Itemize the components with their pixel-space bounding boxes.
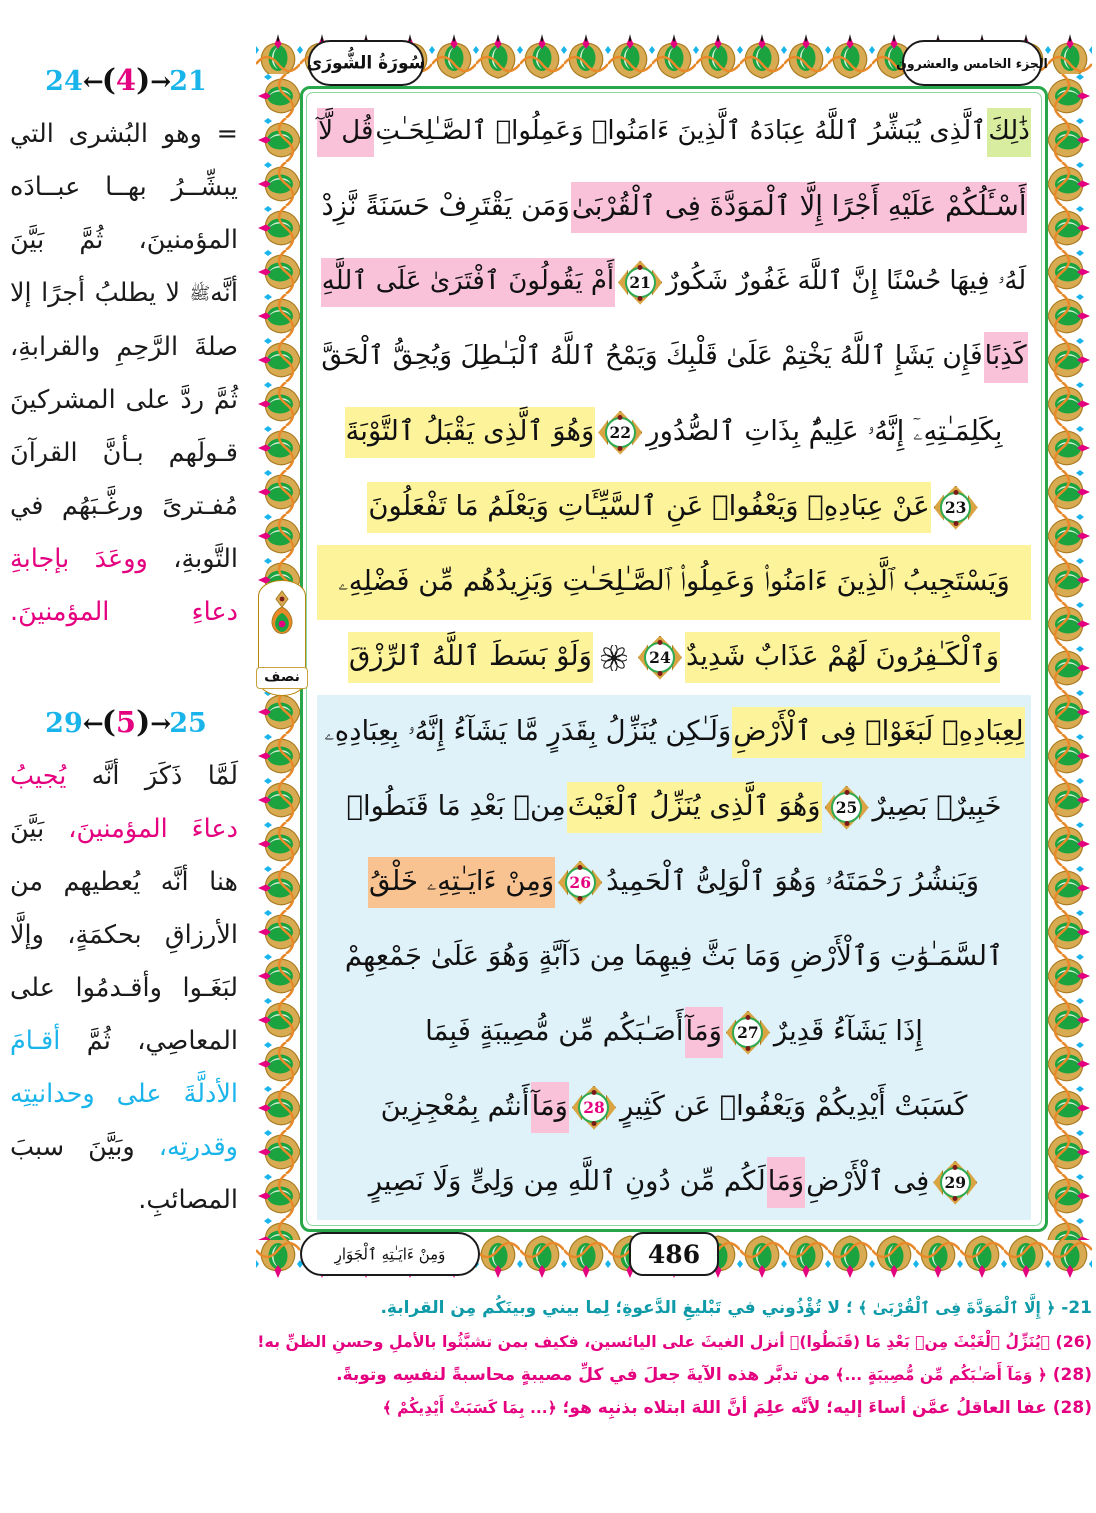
tafsir-paragraph-1 [0, 108, 252, 639]
ayah-text-segment: خَبِيرٌۢ بَصِيرٌ [872, 789, 1002, 822]
quran-text-area [300, 86, 1048, 1232]
ayah-text-segment: أَنتُم بِمُعْجِزِينَ [380, 1089, 530, 1122]
ayah-text-segment: مِنۢ بَعْدِ مَا قَنَطُوا۟ [346, 789, 566, 822]
marker-dot-bottom [844, 821, 849, 826]
juz-name-cartouche [896, 40, 1048, 86]
footnote-explanation: من تدبَّر هذه الآيةَ جعلَ في كلِّ مصيبةٍ محاسبةً لنفسِه وتوبةً. [336, 1365, 831, 1385]
half-marker-ornament-icon [265, 589, 299, 647]
ornament-border-right [1046, 74, 1092, 1240]
ayah-line [317, 320, 1031, 395]
tafsir-block-group-4 [0, 63, 252, 639]
group-start-ayah: 25 [169, 708, 207, 739]
footnote-line [262, 1359, 1092, 1392]
group-end-ayah: 29 [45, 708, 83, 739]
marker-dot-top [618, 415, 623, 420]
ayah-text-segment: وَهُوَ ٱلَّذِى يُنَزِّلُ ٱلْغَيْثَ [567, 782, 822, 834]
footnote-quran-quote: ﴿يُنَزِّلُ ٱلْغَيْثَ مِنۢ بَعْدِ مَا (قَنَطُوا)﴾ [784, 1333, 1051, 1351]
group-end-ayah: 24 [45, 66, 83, 97]
ayah-line [317, 620, 1031, 695]
tafsir-text-black-1: لَمَّا ذَكَرَ أنَّه [91, 761, 238, 791]
right-arrow-icon: → [150, 709, 170, 738]
ayah-line [317, 245, 1031, 320]
ayah-number-marker [598, 411, 642, 455]
ayah-text-segment: وَمِنْ ءَايَـٰتِهِۦ خَلْقُ [368, 857, 555, 909]
page-number-badge: 486 [629, 1232, 719, 1276]
tafsir-block-group-5 [0, 705, 252, 1227]
ayah-text-segment: ٱلَّذِى يُبَشِّرُ ٱللَّهُ عِبَادَهُ ٱلَّذِينَ ءَامَنُوا۟ وَعَمِلُوا۟ ٱلصَّـٰلِحَـٰتِ [375, 115, 987, 146]
ayah-line [317, 770, 1031, 845]
ayah-text-segment: أَمْ يَقُولُونَ ٱفْتَرَىٰ عَلَى ٱللَّهِ [321, 258, 615, 307]
group-number: 4 [115, 63, 137, 97]
group-header-5 [0, 705, 252, 740]
marker-dot-bottom [953, 521, 958, 526]
marker-dot-top [591, 1090, 596, 1095]
ayah-text-segment: لَكُم مِّن دُونِ ٱللَّهِ مِن وَلِىٍّ وَلَا نَصِيرٍ [368, 1164, 766, 1197]
ayah-line [317, 695, 1031, 770]
tafsir-text-pink-1: يُجيبُ دعاءَ المؤمنينَ، [10, 761, 238, 844]
marker-dot-top [745, 1015, 750, 1020]
surah-name-cartouche [308, 40, 424, 86]
ayah-line [317, 470, 1031, 545]
marker-dot-bottom [953, 1196, 958, 1201]
ayah-text-segment: وَمَا [767, 1157, 805, 1209]
footnote-quran-quote: ﴿ وَمَآ أَصَـٰبَكُم مِّن مُّصِيبَةٍ ...﴾ [830, 1366, 1047, 1384]
tafsir-text-black-2: لا يطلبُ أجرًا إلا صلةَ الرَّحِمِ والقرابةِ، ثُمَّ ردَّ على المشركينَ قـولَهم بـأنَّ القرآنَ مُفـترىً ورغَّـبَهُم في التَّوبةِ، [10, 278, 238, 574]
left-arrow-icon: ← [82, 709, 102, 738]
footnote-quran-quote: ﴿... بِمَا كَسَبَتْ أَيْدِيكُمْ ﴾ [382, 1399, 557, 1417]
catchword-label: وَمِنْ ءَايَـٰتِهِ ٱلْجَوَارِ [334, 1244, 446, 1264]
tafsir-text-black-3: وبَيَّنَ سببَ المصائبِ. [10, 1132, 238, 1215]
paren-open: ( [101, 63, 116, 98]
quran-page-frame [256, 34, 1092, 1280]
right-arrow-icon: → [150, 67, 170, 96]
left-arrow-icon: ← [82, 67, 102, 96]
footnote-line [262, 1392, 1092, 1425]
ayah-number-marker [825, 786, 869, 830]
marker-dot-bottom [578, 896, 583, 901]
hizb-rosette-icon [601, 645, 627, 671]
ayah-number-marker [618, 261, 662, 305]
tafsir-text-pink-1: ووعَدَ بإجابةِ دعاءِ المؤمنينَ. [10, 544, 238, 627]
marker-dot-top [953, 1165, 958, 1170]
ayah-text-segment: عَنْ عِبَادِهِۦ وَيَعْفُوا۟ عَنِ ٱلسَّيِّـَٔاتِ وَيَعْلَمُ مَا تَفْعَلُونَ [367, 482, 930, 534]
tafsir-text-cyan-1: أقـامَ الأدلَّةَ على وحدانيتِه وقدرتِه، [10, 1026, 238, 1162]
ayah-text-segment: كَذِبًا [984, 332, 1028, 382]
ayah-text-segment: فِى ٱلْأَرْضِ [806, 1164, 930, 1197]
ayah-text-segment: لِعِبَادِهِۦ لَبَغَوْا۟ فِى ٱلْأَرْضِ [732, 707, 1024, 759]
footnote-number: (28) [1046, 1398, 1092, 1418]
ayah-number-label: 22 [605, 417, 636, 448]
ayah-number-label: 29 [940, 1167, 971, 1198]
group-start-ayah: 21 [169, 66, 207, 97]
ayah-number-label: 27 [732, 1017, 763, 1048]
ayah-text-segment: وَمَآ [531, 1082, 569, 1134]
catchword-cartouche [300, 1232, 480, 1276]
paren-close: ) [136, 63, 151, 98]
marker-dot-top [844, 790, 849, 795]
ayah-text-segment: ٱلسَّمَـٰوَٰتِ وَٱلْأَرْضِ وَمَا بَثَّ فِيهِمَا مِن دَآبَّةٍ وَهُوَ عَلَىٰ جَمْعِهِمْ [344, 939, 1004, 972]
ayah-text-segment: وَلَوْ بَسَطَ ٱللَّهُ ٱلرِّزْقَ [348, 632, 593, 684]
ayah-line [317, 545, 1031, 620]
ayah-text-segment: وَهُوَ ٱلَّذِى يَقْبَلُ ٱلتَّوْبَةَ [345, 407, 596, 459]
footnote-number: (28) [1046, 1365, 1092, 1385]
ayah-number-label: 25 [831, 792, 862, 823]
ayah-number-marker [572, 1086, 616, 1130]
ayah-number-label: 26 [565, 867, 596, 898]
ayah-number-marker [934, 486, 978, 530]
ayah-number-label: 23 [940, 492, 971, 523]
half-marker-label: نصف [256, 667, 308, 689]
half-juz-marker [258, 580, 306, 696]
ayah-text-segment: وَلَـٰكِن يُنَزِّلُ بِقَدَرٍ مَّا يَشَآءُ إِنَّهُۥ بِعِبَادِهِۦ [324, 714, 732, 747]
footnote-explanation: ؛ لا تُؤْذُوني في تَبْليغِ الدَّعوةِ؛ لِما بيني وبينَكُم مِن القرابةِ. [380, 1298, 853, 1318]
ayah-line [317, 395, 1031, 470]
ayah-line [317, 1145, 1031, 1220]
ayah-text-segment: كَسَبَتْ أَيْدِيكُمْ وَيَعْفُوا۟ عَن كَثِيرٍ [619, 1089, 968, 1122]
ayah-line [317, 995, 1031, 1070]
ayah-text-segment: فَإِن يَشَإِ ٱللَّهُ يَخْتِمْ عَلَىٰ قَلْبِكَ وَيَمْحُ ٱللَّهُ ٱلْبَـٰطِلَ وَيُحِقُّ ٱلْحَقَّ [321, 340, 983, 372]
ayah-text-segment: وَمَن يَقْتَرِفْ حَسَنَةً نَّزِدْ [321, 189, 570, 222]
juz-name-label: الجزء الخامس والعشرون [896, 55, 1048, 71]
ayah-text-segment: لَهُۥ فِيهَا حُسْنًا إِنَّ ٱللَّهَ غَفُورٌ شَكُورٌ [666, 265, 1027, 296]
paren-close: ) [136, 705, 151, 740]
ayah-text-segment: أَسْـَٔلُكُمْ عَلَيْهِ أَجْرًا إِلَّا ٱلْمَوَدَّةَ فِى ٱلْقُرْبَىٰ [571, 182, 1028, 234]
ayah-text-segment: وَٱلْكَـٰفِرُونَ لَهُمْ عَذَابٌ شَدِيدٌ [685, 632, 1000, 684]
tafsir-text-black-1: = وهو البُشرى التي يبشِّــرُ بهــا عبــادَه المؤمنينَ، ثُمَّ بَيَّنَ أنَّه [10, 119, 238, 308]
tafsir-sidebar [0, 0, 252, 1285]
footnote-number: (26) [1050, 1332, 1092, 1351]
footnote-explanation: عفا العاقلُ عمَّن أساءَ إليه؛ لأنَّه علِمَ أنَّ اللهَ ابتلاه بذنبِه هو؛ [562, 1398, 1047, 1418]
marker-dot-bottom [618, 446, 623, 451]
footnote-quran-quote: ﴿ إِلَّا ٱلْمَوَدَّةَ فِى ٱلْقُرْبَىٰ ﴾ [852, 1299, 1056, 1317]
ayah-number-label: 24 [644, 642, 675, 673]
ayah-text-segment: وَمَآ [685, 1007, 723, 1059]
ayah-number-marker [558, 861, 602, 905]
marker-dot-bottom [638, 296, 643, 301]
marker-dot-top [657, 640, 662, 645]
marker-dot-bottom [657, 671, 662, 676]
sallallahu-alayhi-wasallam-icon: ﷺ [189, 284, 211, 304]
paren-open: ( [101, 705, 116, 740]
ayah-line [317, 170, 1031, 245]
footnote-explanation: أنزل الغيثَ على اليائسين، فكيف بمن تشبَّثُوا بالأملِ وحسنِ الظنِّ به! [257, 1332, 785, 1351]
ayah-number-marker [933, 1161, 977, 1205]
footnotes-section [256, 1292, 1092, 1425]
ayah-text-segment: وَيَسْتَجِيبُ ٱلَّذِينَ ءَامَنُوا۟ وَعَمِلُوا۟ ٱلصَّـٰلِحَـٰتِ وَيَزِيدُهُم مِّن فَضْلِهِۦ [338, 564, 1010, 597]
tafsir-paragraph-2 [0, 750, 252, 1227]
ayah-line [317, 95, 1031, 170]
marker-dot-bottom [591, 1121, 596, 1126]
marker-dot-top [638, 265, 643, 270]
ayah-number-marker [726, 1011, 770, 1055]
ayah-text-segment: ذَٰلِكَ [987, 108, 1030, 157]
ayah-number-label: 28 [578, 1092, 609, 1123]
group-number: 5 [115, 705, 137, 739]
ayah-number-label: 21 [625, 267, 656, 298]
tafsir-text-black-2: بَيَّنَ هنا أنَّه يُعطيهم من الأرزاقِ بحكمَةٍ، وإلَّا لبَغَـوا وأقـدمُوا على المعاصِي، ثُمَّ [10, 814, 238, 1056]
footnote-line [257, 1325, 1092, 1359]
marker-dot-bottom [745, 1046, 750, 1051]
ayah-text-segment: قُل لَّآ [317, 108, 374, 157]
marker-dot-top [578, 865, 583, 870]
ayah-line [317, 845, 1031, 920]
ayah-line [317, 1070, 1031, 1145]
ayah-line [317, 920, 1031, 995]
footnote-line [262, 1292, 1092, 1325]
surah-name-label: سُورَةُ الشُّورَى [306, 52, 426, 74]
group-header-4 [0, 63, 252, 98]
ayat-container [303, 89, 1045, 1229]
footnote-number: 21- [1055, 1298, 1092, 1318]
ayah-text-segment: بِكَلِمَـٰتِهِۦٓ إِنَّهُۥ عَلِيمٌۢ بِذَاتِ ٱلصُّدُورِ [646, 414, 1003, 447]
ayah-text-segment: أَصَـٰبَكُم مِّن مُّصِيبَةٍ فَبِمَا [425, 1014, 684, 1047]
marker-dot-top [953, 490, 958, 495]
ayah-number-marker [638, 636, 682, 680]
ayah-text-segment: وَيَنشُرُ رَحْمَتَهُۥ وَهُوَ ٱلْوَلِىُّ ٱلْحَمِيدُ [606, 864, 980, 897]
ayah-text-segment: إِذَا يَشَآءُ قَدِيرٌ [773, 1014, 923, 1047]
